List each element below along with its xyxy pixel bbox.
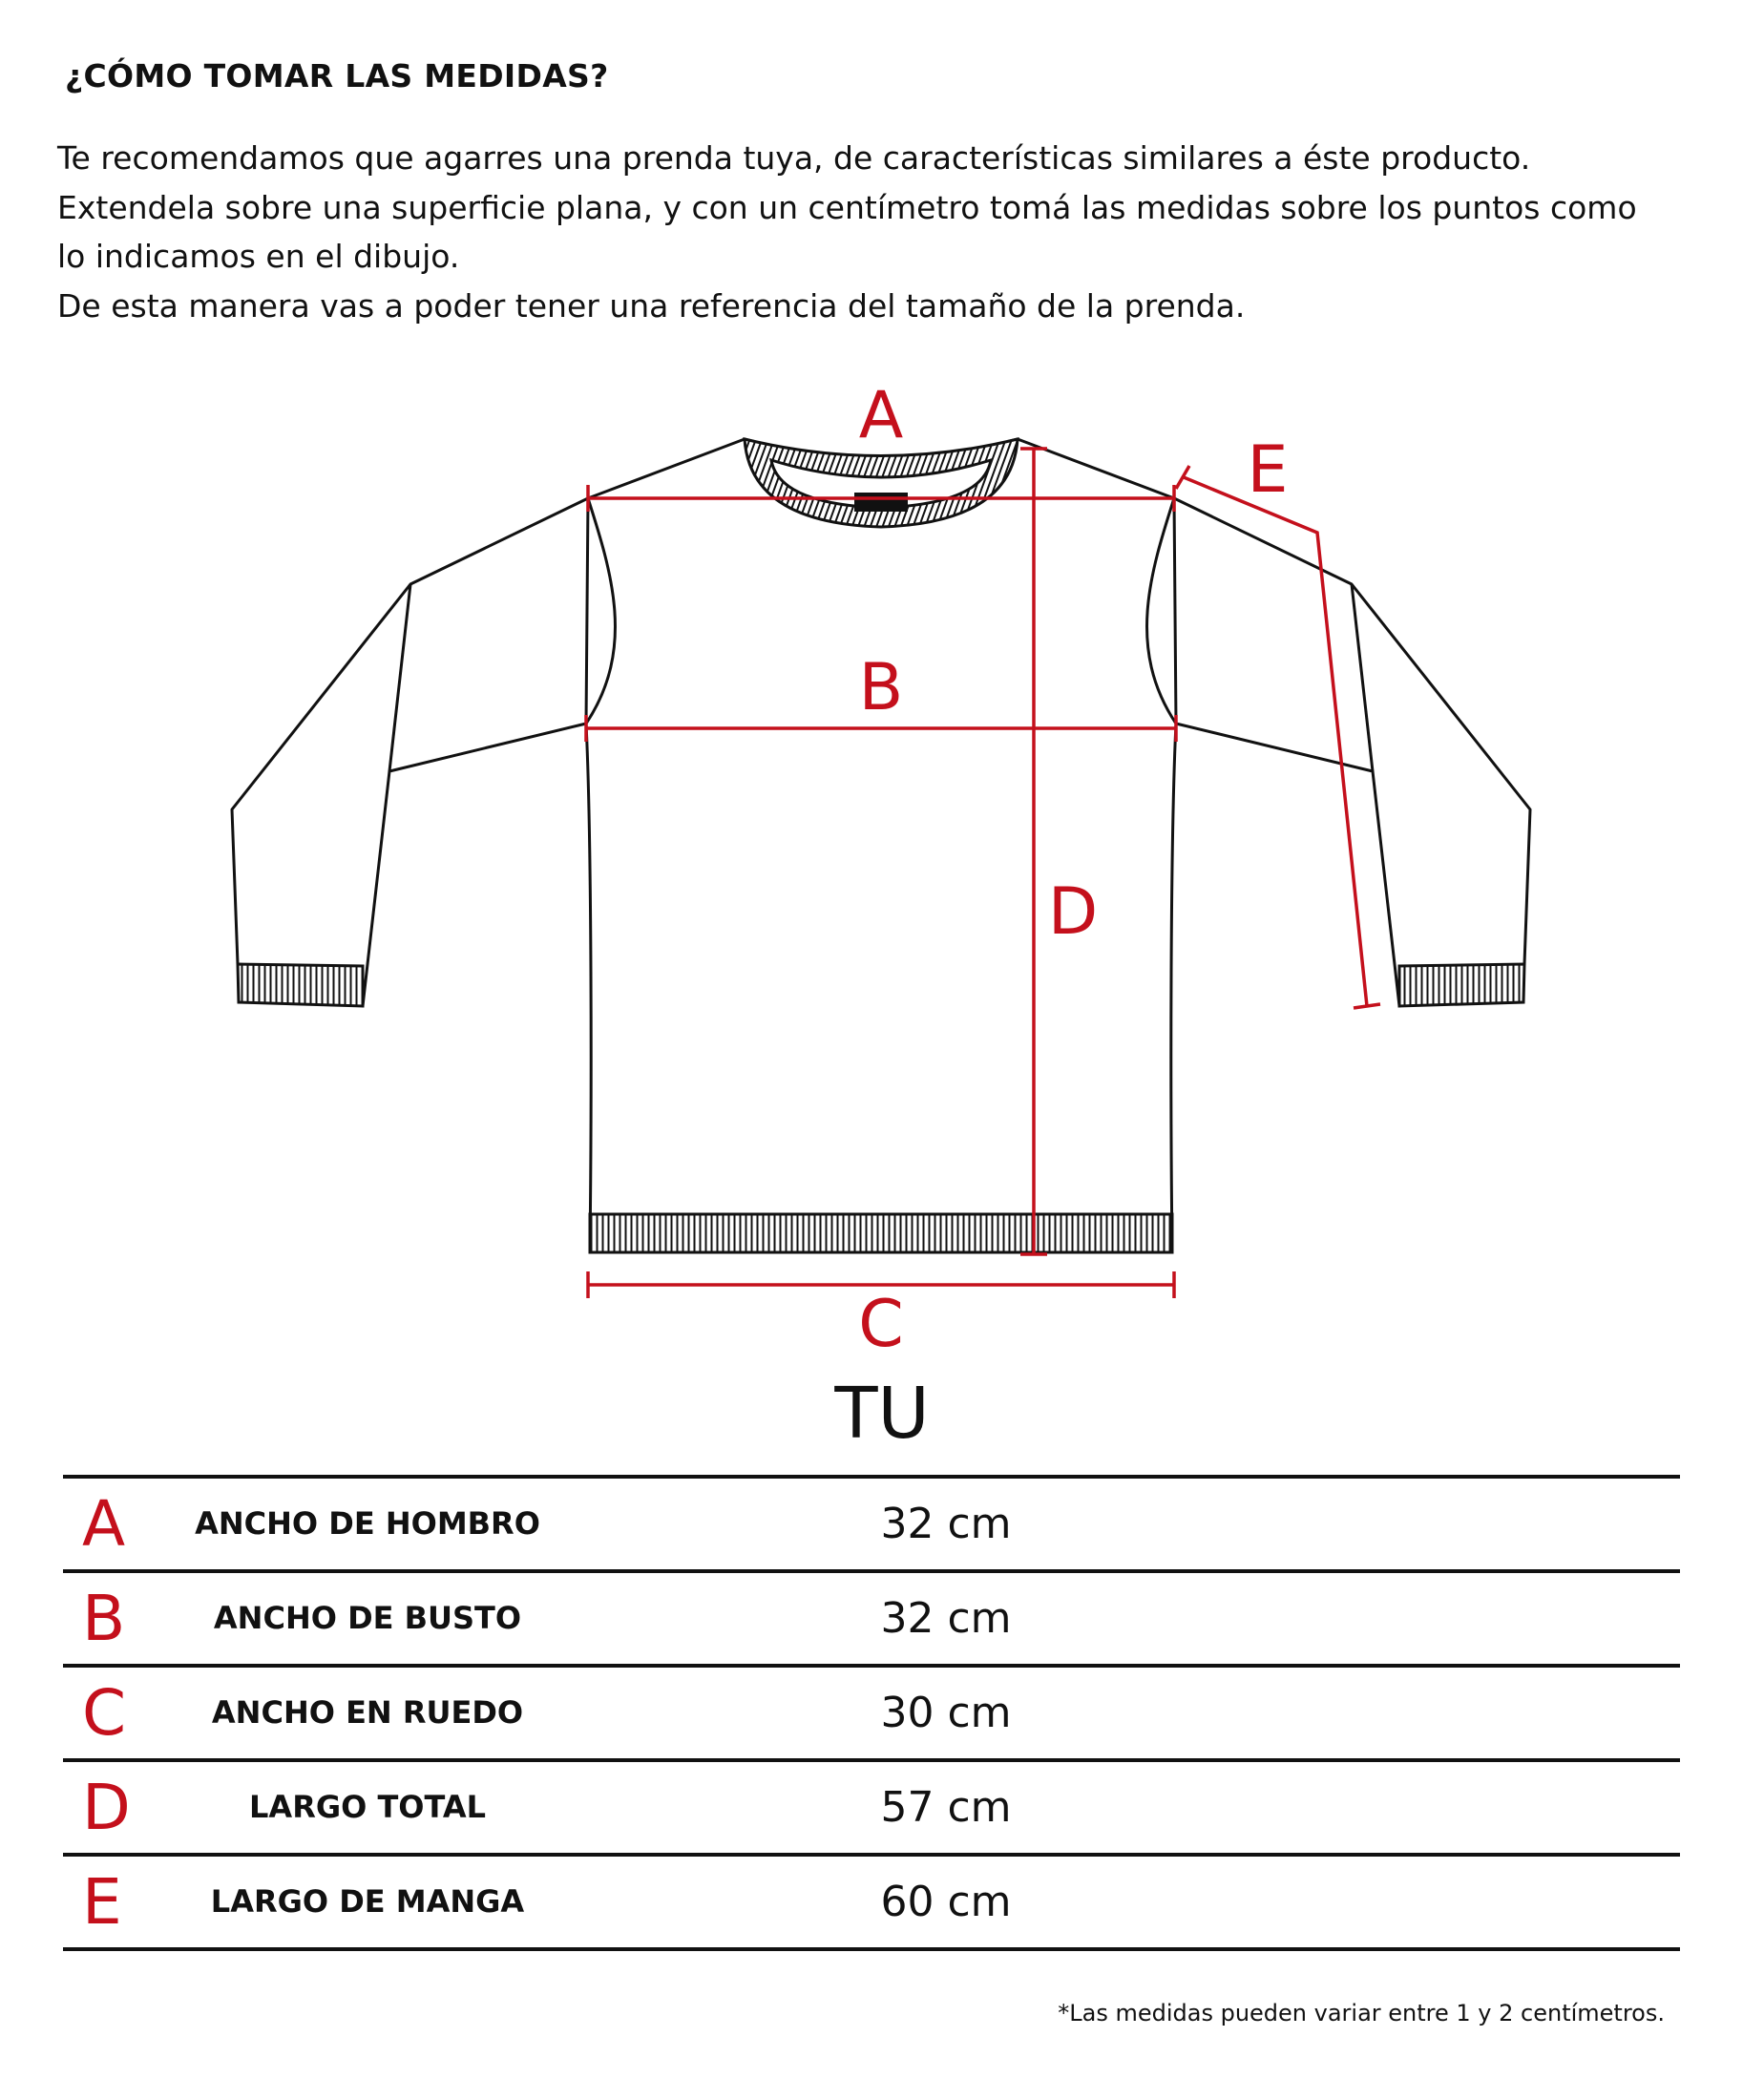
table-row bbox=[63, 1573, 1680, 1664]
table-row bbox=[63, 1479, 1680, 1569]
row-name: ANCHO DE HOMBRO bbox=[195, 1505, 540, 1542]
row-letter: E bbox=[82, 1865, 122, 1939]
hem-rib bbox=[590, 1214, 1172, 1252]
diagram-label-c: C bbox=[858, 1287, 904, 1362]
row-value: 60 cm bbox=[880, 1878, 1012, 1926]
intro-line: Te recomendamos que agarres una prenda tuya, de características similares a éste producto. bbox=[57, 139, 1531, 177]
intro-line: De esta manera vas a poder tener una referencia del tamaño de la prenda. bbox=[57, 286, 1246, 325]
row-value: 57 cm bbox=[880, 1783, 1012, 1832]
page-title: ¿CÓMO TOMAR LAS MEDIDAS? bbox=[65, 57, 609, 94]
measurement-table bbox=[63, 1475, 1680, 1951]
row-value: 32 cm bbox=[880, 1500, 1012, 1548]
diagram-label-d: D bbox=[1047, 874, 1099, 950]
left-cuff bbox=[238, 964, 363, 1006]
diagram-label-e: E bbox=[1247, 432, 1289, 508]
row-letter: C bbox=[82, 1676, 127, 1750]
row-value: 32 cm bbox=[880, 1594, 1012, 1643]
table-row bbox=[63, 1668, 1680, 1758]
row-letter: A bbox=[82, 1487, 126, 1561]
diagram-label-a: A bbox=[858, 378, 904, 453]
diagram-label-b: B bbox=[858, 650, 904, 725]
left-sleeve bbox=[232, 498, 588, 1006]
row-name: LARGO DE MANGA bbox=[210, 1883, 525, 1920]
row-name: LARGO TOTAL bbox=[249, 1789, 486, 1825]
row-letter: B bbox=[82, 1582, 126, 1655]
body bbox=[586, 439, 1176, 1250]
neck-label-tag bbox=[854, 493, 908, 512]
right-sleeve bbox=[1174, 498, 1530, 1006]
row-name: ANCHO DE BUSTO bbox=[213, 1600, 522, 1636]
footnote: *Las medidas pueden variar entre 1 y 2 centímetros. bbox=[1058, 2000, 1665, 2026]
intro-line: Extendela sobre una superficie plana, y con un centímetro tomá las medidas sobre los puntos como bbox=[57, 188, 1637, 226]
size-label: TU bbox=[834, 1373, 930, 1455]
row-letter: D bbox=[82, 1771, 131, 1844]
row-name: ANCHO EN RUEDO bbox=[211, 1694, 524, 1731]
table-row bbox=[63, 1857, 1680, 1947]
intro-line: lo indicamos en el dibujo. bbox=[57, 238, 460, 275]
table-row bbox=[63, 1762, 1680, 1853]
right-cuff bbox=[1399, 964, 1524, 1006]
sweater-outline bbox=[232, 439, 1530, 1250]
row-value: 30 cm bbox=[880, 1689, 1012, 1737]
table-divider bbox=[63, 1947, 1680, 1951]
